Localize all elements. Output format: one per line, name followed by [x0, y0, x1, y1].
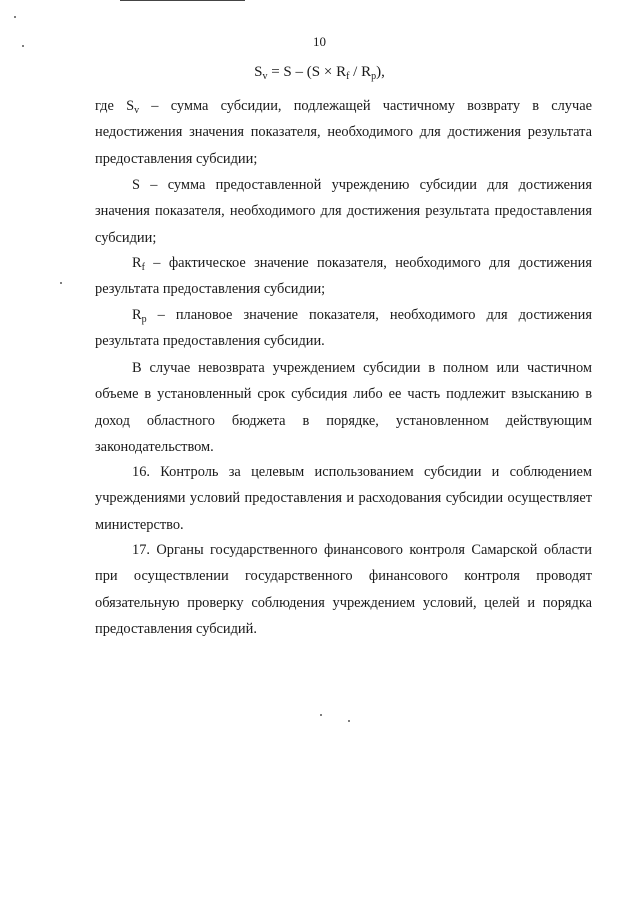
scan-speck: [348, 720, 350, 722]
paragraph-refund: В случае невозврата учреждением субсидии в полном или частичном объеме в установленный срок субсидия либо ее часть подлежит взысканию в доход областного бюджета в порядке, установленном действующим законодательством.: [95, 360, 592, 456]
definition-s: S – сумма предоставленной учреждению субсидии для достижения значения показателя, необходимого для достижения результата предоставления субсидии;: [95, 177, 592, 246]
definition-rp: $R_p$ – плановое значение показателя, необходимого для достижения результата предоставления субсидии.: [95, 307, 592, 350]
scan-speck: [60, 282, 62, 284]
scan-speck: [14, 16, 16, 18]
paragraph-16: 16. Контроль за целевым использованием субсидии и соблюдением учреждениями условий предоставления и расходования субсидии осуществляет министерство.: [95, 464, 592, 533]
subsidy-formula: $S_v = S - (S \times R_f / R_p)$,: [254, 64, 385, 82]
definition-sv: где $S_v$ – сумма субсидии, подлежащей частичному возврату в случае недостижения значения показателя, необходимого для достижения результата предоставления субсидии;: [95, 98, 592, 167]
paragraph-17: 17. Органы государственного финансового контроля Самарской области при осуществлении государственного финансового контроля проводят обязательную проверку соблюдения учреждением условий, целей и порядка предоставления субсидий.: [95, 542, 592, 638]
page-number: 10: [313, 34, 326, 49]
definition-rf: $R_f$ – фактическое значение показателя, необходимого для достижения результата предоставления субсидии;: [95, 255, 592, 298]
scan-top-line: [120, 0, 245, 1]
scan-speck: [320, 714, 322, 716]
